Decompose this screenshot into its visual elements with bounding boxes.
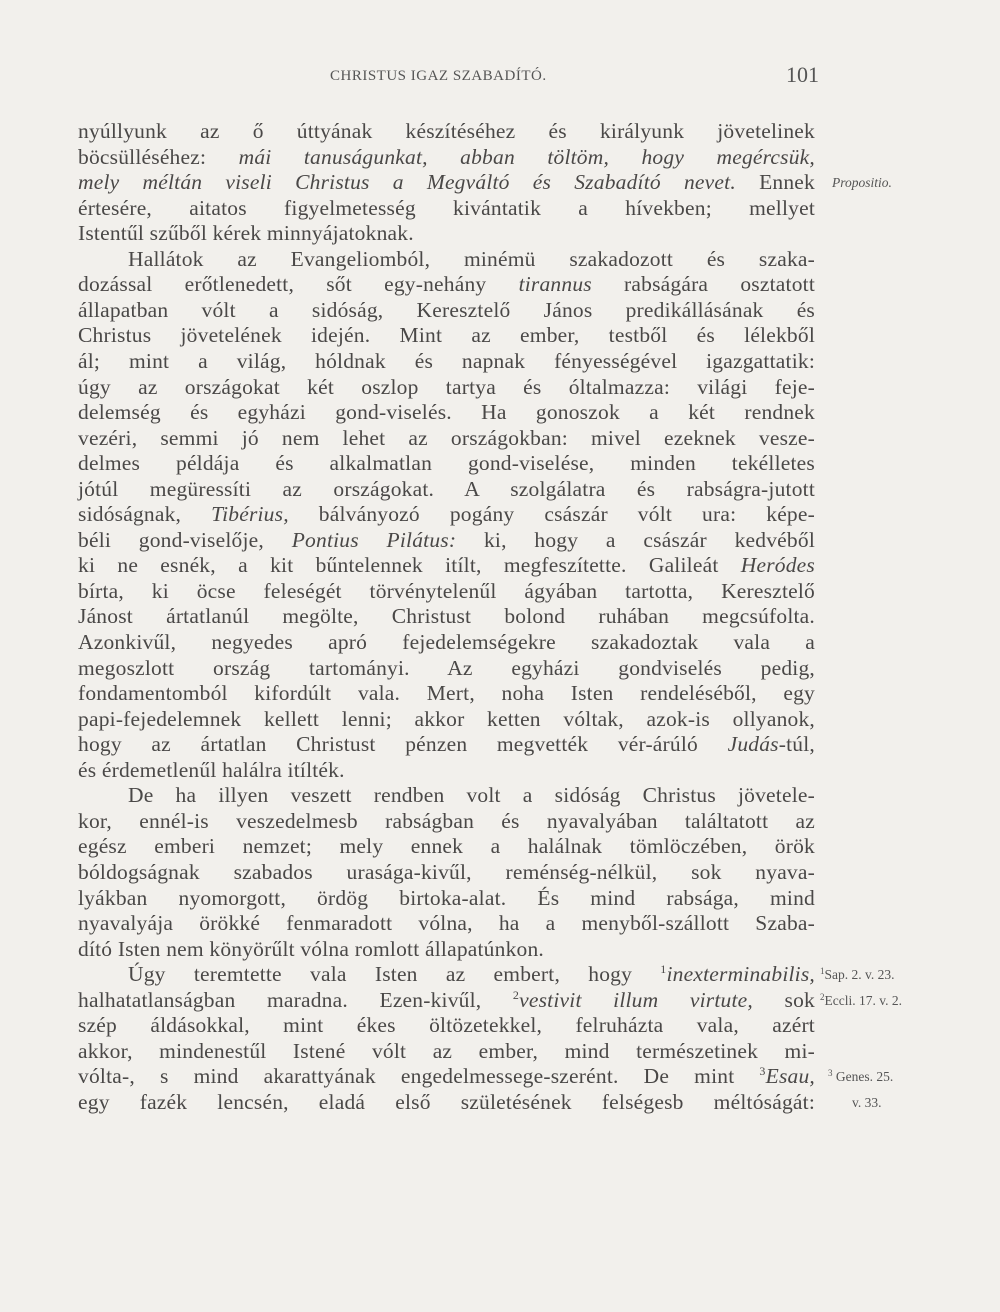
text-line: De ha illyen veszett rendben volt a sidóság Christus jövetele- bbox=[128, 783, 815, 808]
text-line: delemség és egyházi gond-viselés. Ha gonoszok a két rendnek bbox=[78, 400, 815, 425]
margin-reference: $^1$Sap. 2. v. 23. bbox=[820, 966, 895, 983]
text-line: állapatban vólt a sidóság, Keresztelő János predikállásának és bbox=[78, 297, 815, 322]
text-line: kor, ennél-is veszedelmesb rabságban és nyavalyában találtatott az bbox=[78, 808, 815, 833]
text-line: akkor, mindenestűl Istené vólt az ember, mind természetinek mi- bbox=[78, 1038, 815, 1063]
text-line: vólta-, s mind akarattyának engedelmessege-szerént. De mint $^3$Esau, bbox=[78, 1064, 815, 1089]
text-line: bóldogságnak szabados urasága-kivűl, reménség-nélkül, sok nyava- bbox=[78, 859, 815, 884]
text-line: Jánost ártatlanúl megölte, Christust bolond ruhában megcsúfolta. bbox=[78, 604, 815, 629]
text-line: dozással erőtlenedett, sőt egy-nehány tirannus rabságára osztatott bbox=[78, 272, 815, 297]
text-line: delmes példája és alkalmatlan gond-viselése, minden tekélletes bbox=[78, 451, 815, 476]
text-line: ki ne esnék, a kit bűntelennek itílt, megfeszítette. Galileát Heródes bbox=[78, 553, 815, 578]
text-line: lyákban nyomorgott, ördög birtoka-alat. És mind rabsága, mind bbox=[78, 885, 815, 910]
text-line: bírta, ki öcse feleségét törvénytelenűl ágyában tartotta, Keresztelő bbox=[78, 578, 815, 603]
text-line: Azonkivűl, negyedes apró fejedelemségekre szakadoztak vala a bbox=[78, 630, 815, 654]
running-title: CHRISTUS IGAZ SZABADÍTÓ. bbox=[330, 68, 547, 84]
text-line: vezéri, semmi jó nem lehet az országokban: mivel ezeknek vesze- bbox=[78, 425, 815, 450]
text-line: egész emberi nemzet; mely ennek a halálnak tömlöczében, örök bbox=[78, 834, 815, 859]
text-line: fondamentomból kifordúlt vala. Mert, noha Isten rendeléséből, egy bbox=[78, 681, 815, 706]
text-line: dító Isten nem könyörűlt vólna romlott állapatúnkon. bbox=[78, 936, 545, 961]
text-line: Hallátok az Evangeliomból, minémü szakadozott és szaka- bbox=[128, 246, 815, 271]
text-line: halhatatlanságban maradna. Ezen-kivűl, $^2$vestivit illum virtute, sok bbox=[78, 987, 816, 1012]
text-line: béli gond-viselője, Pontius Pilátus: ki, hogy a császár kedvéből bbox=[78, 527, 815, 552]
text-line: Úgy teremtette vala Isten az embert, hogy $^1$inexterminabilis, bbox=[128, 962, 815, 987]
text-line: megoszlott ország tartományi. Az egyházi gondviselés pedig, bbox=[78, 655, 815, 680]
margin-reference: $^3$ Genes. 25. bbox=[828, 1068, 894, 1085]
margin-heading: Propositio. bbox=[832, 175, 892, 191]
text-line: hogy az ártatlan Christust pénzen megvették vér-árúló Judás-túl, bbox=[78, 732, 815, 757]
text-line: szép áldásokkal, mint ékes öltözetekkel, felruházta vala, azért bbox=[78, 1013, 815, 1038]
text-line: Istentűl szűből kérek minnyájatoknak. bbox=[78, 221, 414, 246]
text-line: értesére, aitatos figyelmetesség kivántatik a hívekben; mellyet bbox=[78, 195, 815, 220]
text-line: ál; mint a világ, hóldnak és napnak fényességével igazgattatik: bbox=[78, 348, 815, 373]
margin-reference: v. 33. bbox=[852, 1094, 882, 1110]
text-line: nyúllyunk az ő úttyának készítéséhez és királyunk jövetelinek bbox=[78, 119, 815, 143]
page-number: 101 bbox=[786, 62, 819, 87]
text-line: úgy az országokat két oszlop tartya és óltalmazza: világi feje- bbox=[78, 374, 815, 399]
text-line: Christus jövetelének idején. Mint az ember, testből és lélekből bbox=[78, 323, 815, 348]
text-line: egy fazék lencsén, eladá első születésének felségesb méltóságát: bbox=[78, 1089, 815, 1114]
text-line: böcsülléséhez: mái tanuságunkat, abban töltöm, hogy megércsük, bbox=[78, 144, 815, 169]
text-line: papi-fejedelemnek kellett lenni; akkor ketten vóltak, azok-is ollyanok, bbox=[78, 706, 815, 731]
margin-reference: $^2$Eccli. 17. v. 2. bbox=[820, 991, 902, 1008]
text-line: nyavalyája örökké fenmaradott vólna, ha a menyből-szállott Szaba- bbox=[78, 911, 815, 936]
text-line: mely méltán viseli Christus a Megváltó és Szabadító nevet. Ennek bbox=[78, 170, 815, 195]
text-line: sidóságnak, Tibérius, bálványozó pogány császár vólt ura: képe- bbox=[78, 502, 815, 527]
text-line: jótúl megüressíti az országokat. A szolgálatra és rabságra-jutott bbox=[78, 476, 815, 501]
text-line: és érdemetlenűl halálra itílték. bbox=[78, 757, 345, 782]
